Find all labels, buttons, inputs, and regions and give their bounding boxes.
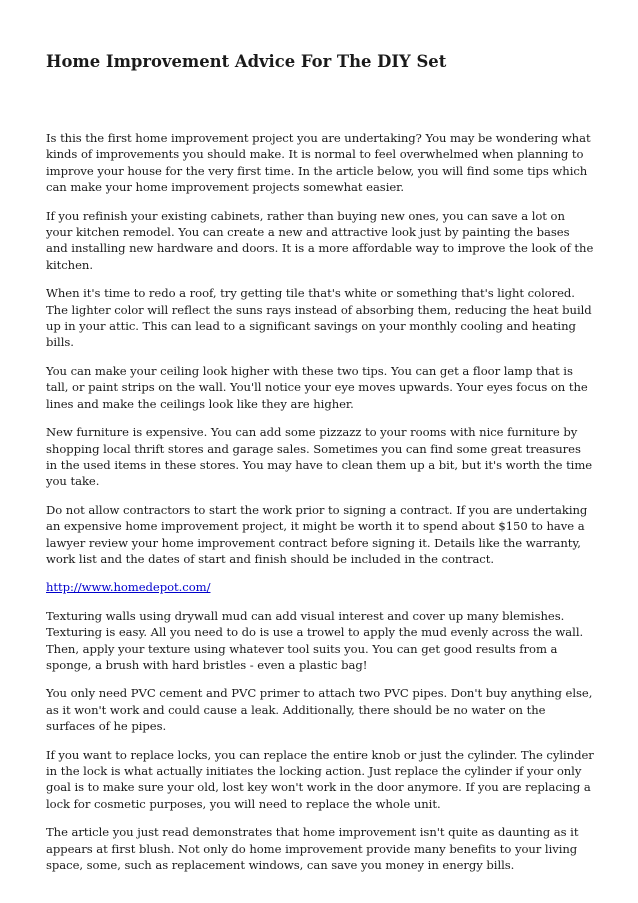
link-paragraph (46, 579, 594, 595)
paragraph: New furniture is expensive. You can add some pizzazz to your rooms with nice furniture by shopping local thrift stores and garage sales. Sometimes you can find some great treasures in the used items in these stores. You may have to clean them up a bit, but it's worth the time you take. (46, 425, 593, 489)
paragraph: If you want to replace locks, you can replace the entire knob or just the cylinder. The cylinder in the lock is what actually initiates the locking action. Just replace the cylinder if your only goal is to make sure your old, lost key won't work in the door anymore. If you are replacing a lock for cosmetic purposes, you will need to replace the whole unit. (46, 747, 594, 811)
paragraph: You can make your ceiling look higher with these two tips. You can get a floor lamp that is tall, or paint strips on the wall. You'll notice your eye moves upwards. Your eyes focus on the lines and make the ceilings look like they are higher. (46, 363, 588, 411)
paragraph: Is this the first home improvement project you are undertaking? You may be wondering what kinds of improvements you should make. It is normal to feel overwhelmed when planning to improve your house for the very first time. In the article below, you will find some tips which can make your home improvement projects somewhat easier. (46, 131, 591, 195)
paragraph: When it's time to redo a roof, try getting tile that's white or something that's light colored. The lighter color will reflect the suns rays instead of absorbing them, reducing the heat build up in your attic. This can lead to a significant savings on your monthly cooling and heating bills. (46, 286, 592, 350)
paragraph: If you refinish your existing cabinets, rather than buying new ones, you can save a lot on your kitchen remodel. You can create a new and attractive look just by painting the bases and installing new hardware and doors. It is a more affordable way to improve the look of the kitchen. (46, 208, 594, 272)
paragraph: You only need PVC cement and PVC primer to attach two PVC pipes. Don't buy anything else, as it won't work and could cause a leak. Additionally, there should be no water on the surfaces of he pipes. (46, 686, 593, 734)
document-title: Home Improvement Advice For The DIY Set (46, 52, 447, 71)
paragraph: Do not allow contractors to start the work prior to signing a contract. If you are undertaking an expensive home improvement project, it might be worth it to spend about $150 to have a lawyer review your home improvement contract before signing it. Details like the warranty, work list and the dates of start and finish should be included in the contract. (46, 502, 588, 566)
paragraph: Texturing walls using drywall mud can add visual interest and cover up many blemishes. Texturing is easy. All you need to do is use a trowel to apply the mud evenly across the wall. Then, apply your texture using whatever tool suits you. You can get good results from a sponge, a brush with hard bristles - even a plastic bag! (46, 608, 584, 672)
paragraph: The article you just read demonstrates that home improvement isn't quite as daunting as it appears at first blush. Not only do home improvement provide many benefits to your living space, some, such as replacement windows, can save you money in energy bills. (46, 825, 579, 873)
homedepot-link[interactable]: http://www.homedepot.com/ (46, 580, 211, 595)
document-body (46, 130, 594, 885)
